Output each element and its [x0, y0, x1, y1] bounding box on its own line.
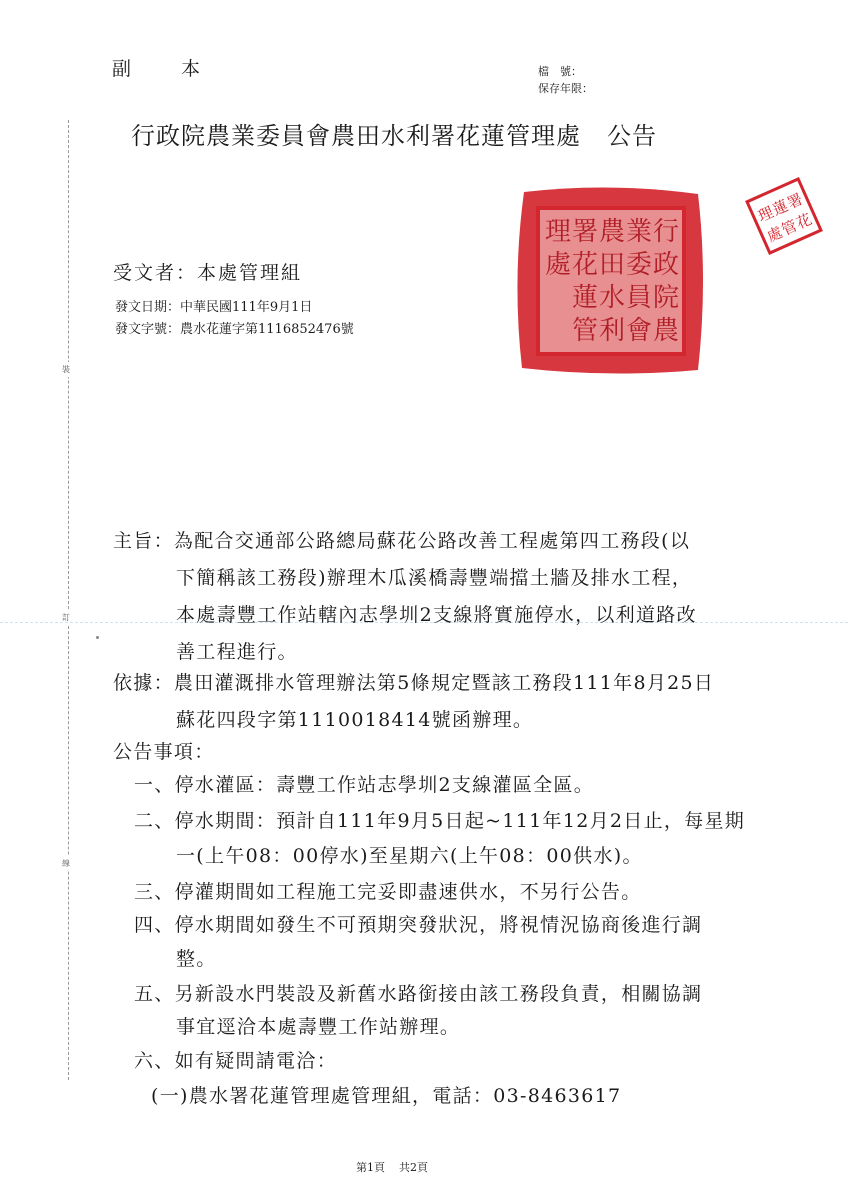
seal-glyph: 理	[544, 217, 572, 247]
notice-item: 四、停水期間如發生不可預期突發狀況，將視情況協商後進行調	[134, 914, 703, 936]
binding-mark-xian: 線	[62, 856, 70, 871]
notice-item: 二、停水期間：預計自111年9月5日起~111年12月2日止，每星期	[134, 810, 746, 832]
seal-glyph: 管	[778, 216, 800, 240]
subject-line: 下簡稱該工務段)辦理木瓜溪橋壽豐端擋土牆及排水工程，	[176, 567, 693, 589]
notice-item-cont: 整。	[176, 948, 217, 970]
page-title	[131, 116, 657, 151]
seal-glyph: 農	[652, 316, 680, 346]
seal-glyph: 水	[598, 283, 626, 313]
scan-dot	[96, 636, 99, 639]
notice-item: 一、停水灌區：壽豐工作站志學圳2支線灌區全區。	[134, 774, 594, 796]
issue-number: 發文字號：農水花蓮字第1116852476號	[115, 322, 354, 337]
subject-line: 本處壽豐工作站轄內志學圳2支線將實施停水，以利道路改	[176, 604, 697, 626]
seal-glyph: 行	[652, 217, 680, 247]
seal-glyph: 業	[625, 217, 653, 247]
seal-glyph: 花	[793, 210, 815, 233]
seal-glyph: 理	[755, 203, 777, 226]
official-seal	[510, 180, 710, 380]
page-total: 共2頁	[399, 1161, 428, 1174]
notice-item: 五、另新設水門裝設及新舊水路銜接由該工務段負責，相關協調	[134, 983, 703, 1005]
seal-glyph: 蓮	[769, 196, 791, 220]
page-footer	[356, 1159, 428, 1175]
notice-heading: 公告事項：	[113, 741, 215, 763]
seal-glyph: 管	[571, 316, 599, 346]
seal-glyph: 政	[652, 250, 680, 280]
recipient: 受文者：本處管理組	[113, 262, 303, 284]
subject-line: 善工程進行。	[176, 641, 298, 663]
seal-glyph: 院	[652, 283, 680, 313]
seal-glyph: 田	[598, 250, 626, 280]
seal-glyph: 農	[598, 217, 626, 247]
issue-date: 發文日期：中華民國111年9月1日	[115, 300, 313, 315]
agency-name: 行政院農業委員會農田水利署花蓮管理處	[131, 122, 581, 150]
seal-glyph: 委	[625, 250, 653, 280]
seal-glyph: 署	[784, 189, 806, 213]
retention-label: 保存年限：	[538, 82, 593, 95]
doc-type: 公告	[607, 122, 657, 150]
seal-glyph: 利	[598, 316, 626, 346]
basis-line: 依據：農田灌溉排水管理辦法第5條規定暨該工務段111年8月25日	[113, 672, 715, 694]
basis-line: 蘇花四段字第1110018414號函辦理。	[176, 709, 534, 731]
seal-glyph: 員	[625, 283, 653, 313]
subject-line: 主旨：為配合交通部公路總局蘇花公路改善工程處第四工務段(以	[113, 530, 691, 552]
notice-item-cont: 一(上午08：00停水)至星期六(上午08：00供水)。	[176, 845, 643, 867]
binding-mark-ding: 訂	[62, 610, 70, 625]
seal-glyph: 署	[571, 217, 599, 247]
seal-glyph: 處	[764, 223, 786, 246]
notice-item: 六、如有疑問請電洽：	[134, 1050, 338, 1072]
secondary-seal	[742, 174, 826, 258]
seal-glyph: 會	[625, 316, 653, 346]
notice-item: 三、停灌期間如工程施工完妥即盡速供水，不另行公告。	[134, 881, 642, 903]
binding-line	[68, 120, 69, 1080]
page-number: 第1頁	[356, 1161, 385, 1174]
seal-glyph: 花	[571, 250, 599, 280]
contact-line: (一)農水署花蓮管理處管理組，電話：03-8463617	[151, 1085, 622, 1107]
seal-glyph: 處	[544, 250, 572, 280]
copy-label: 副 本	[112, 58, 223, 80]
notice-item-cont: 事宜逕洽本處壽豐工作站辦理。	[176, 1016, 461, 1038]
file-number-label: 檔 號：	[538, 65, 582, 78]
seal-glyph: 蓮	[571, 283, 599, 313]
binding-mark-zhuang: 裝	[62, 362, 70, 377]
